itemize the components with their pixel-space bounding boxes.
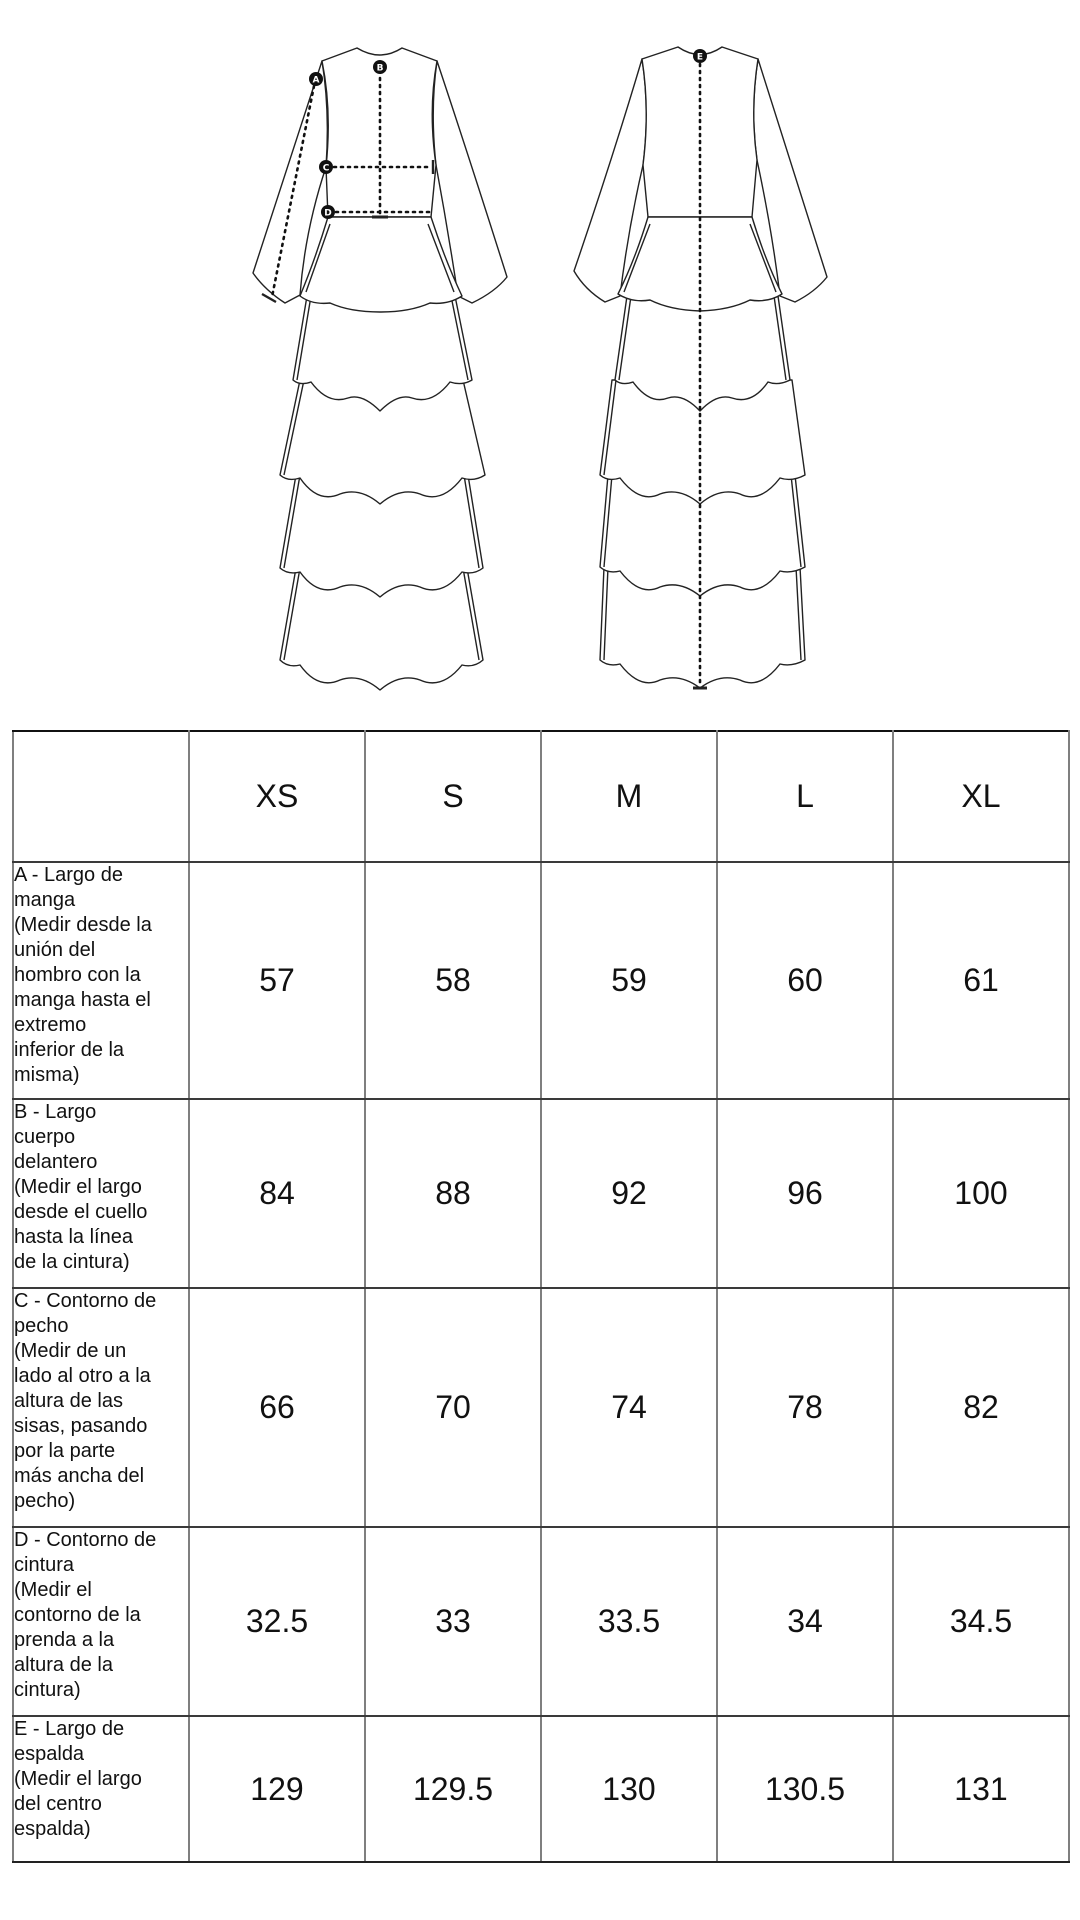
value-b-s: 88 <box>365 1099 541 1288</box>
label-line: (Medir el <box>14 1579 92 1601</box>
header-corner-cell <box>13 731 189 862</box>
label-line: D - Contorno de <box>14 1529 157 1551</box>
row-label-b <box>13 1099 189 1288</box>
label-line: espalda <box>14 1743 85 1765</box>
label-line: contorno de la <box>14 1604 141 1626</box>
svg-text:A: A <box>312 75 320 86</box>
front-peplum <box>300 217 462 312</box>
label-line: (Medir desde la <box>14 914 152 936</box>
value-d-m: 33.5 <box>541 1527 717 1716</box>
size-header-l: L <box>717 731 893 862</box>
label-line: manga hasta el <box>14 989 151 1011</box>
marker-b-icon <box>373 60 387 74</box>
label-line: B - Largo <box>14 1101 97 1123</box>
label-line: prenda a la <box>14 1629 115 1651</box>
label-line: cintura) <box>14 1679 81 1701</box>
size-chart-table <box>12 730 1070 1863</box>
value-c-xl: 82 <box>893 1288 1069 1527</box>
table-row-back-length <box>13 1716 1069 1862</box>
value-e-xl: 131 <box>893 1716 1069 1862</box>
marker-d-icon <box>321 205 335 219</box>
value-b-xl: 100 <box>893 1099 1069 1288</box>
front-view-drawing <box>253 48 507 690</box>
label-line: extremo <box>14 1014 87 1036</box>
label-line: A - Largo de <box>14 864 123 886</box>
label-line: cuerpo <box>14 1126 76 1148</box>
label-line: por la parte <box>14 1440 116 1462</box>
label-line: lado al otro a la <box>14 1365 151 1387</box>
value-c-l: 78 <box>717 1288 893 1527</box>
label-line: pecho) <box>14 1490 76 1512</box>
table-row-waist <box>13 1527 1069 1716</box>
value-a-s: 58 <box>365 862 541 1099</box>
label-line: unión del <box>14 939 96 961</box>
value-b-m: 92 <box>541 1099 717 1288</box>
label-line: más ancha del <box>14 1465 145 1487</box>
size-header-m: M <box>541 731 717 862</box>
value-a-xl: 61 <box>893 862 1069 1099</box>
label-line: altura de la <box>14 1654 113 1676</box>
value-c-m: 74 <box>541 1288 717 1527</box>
label-line: de la cintura) <box>14 1251 130 1273</box>
label-line: inferior de la <box>14 1039 125 1061</box>
size-header-row <box>13 731 1069 862</box>
label-line: manga <box>14 889 76 911</box>
value-b-xs: 84 <box>189 1099 365 1288</box>
value-a-m: 59 <box>541 862 717 1099</box>
label-line: E - Largo de <box>14 1718 125 1740</box>
table-row-front-length <box>13 1099 1069 1288</box>
label-line: C - Contorno de <box>14 1290 157 1312</box>
label-line: pecho <box>14 1315 69 1337</box>
table-row-chest <box>13 1288 1069 1527</box>
svg-text:C: C <box>322 163 330 174</box>
size-header-s: S <box>365 731 541 862</box>
back-view-drawing <box>574 47 827 688</box>
value-a-xs: 57 <box>189 862 365 1099</box>
value-c-xs: 66 <box>189 1288 365 1527</box>
svg-text:B: B <box>376 63 384 74</box>
label-line: (Medir el largo <box>14 1768 142 1790</box>
label-line: desde el cuello <box>14 1201 148 1223</box>
size-header-xl: XL <box>893 731 1069 862</box>
row-label-d <box>13 1527 189 1716</box>
label-line: sisas, pasando <box>14 1415 148 1437</box>
label-line: delantero <box>14 1151 98 1173</box>
marker-a-icon <box>309 72 323 86</box>
value-d-xl: 34.5 <box>893 1527 1069 1716</box>
row-label-a <box>13 862 189 1099</box>
row-label-c <box>13 1288 189 1527</box>
label-line: (Medir el largo <box>14 1176 142 1198</box>
value-e-s: 129.5 <box>365 1716 541 1862</box>
value-b-l: 96 <box>717 1099 893 1288</box>
value-e-m: 130 <box>541 1716 717 1862</box>
label-line: hasta la línea <box>14 1226 133 1248</box>
label-line: cintura <box>14 1554 75 1576</box>
label-line: del centro <box>14 1793 102 1815</box>
value-e-xs: 129 <box>189 1716 365 1862</box>
row-label-e <box>13 1716 189 1862</box>
label-line: (Medir de un <box>14 1340 127 1362</box>
svg-text:E: E <box>696 52 704 63</box>
value-e-l: 130.5 <box>717 1716 893 1862</box>
size-header-xs: XS <box>189 731 365 862</box>
value-c-s: 70 <box>365 1288 541 1527</box>
value-d-xs: 32.5 <box>189 1527 365 1716</box>
label-line: altura de las <box>14 1390 123 1412</box>
label-line: espalda) <box>14 1818 91 1840</box>
table-row-sleeve-length <box>13 862 1069 1099</box>
marker-c-icon <box>319 160 333 174</box>
value-d-l: 34 <box>717 1527 893 1716</box>
garment-technical-sketch <box>0 0 1080 720</box>
value-a-l: 60 <box>717 862 893 1099</box>
value-d-s: 33 <box>365 1527 541 1716</box>
label-line: hombro con la <box>14 964 141 986</box>
label-line: misma) <box>14 1064 80 1086</box>
svg-text:D: D <box>324 208 332 219</box>
marker-e-icon <box>693 49 707 63</box>
